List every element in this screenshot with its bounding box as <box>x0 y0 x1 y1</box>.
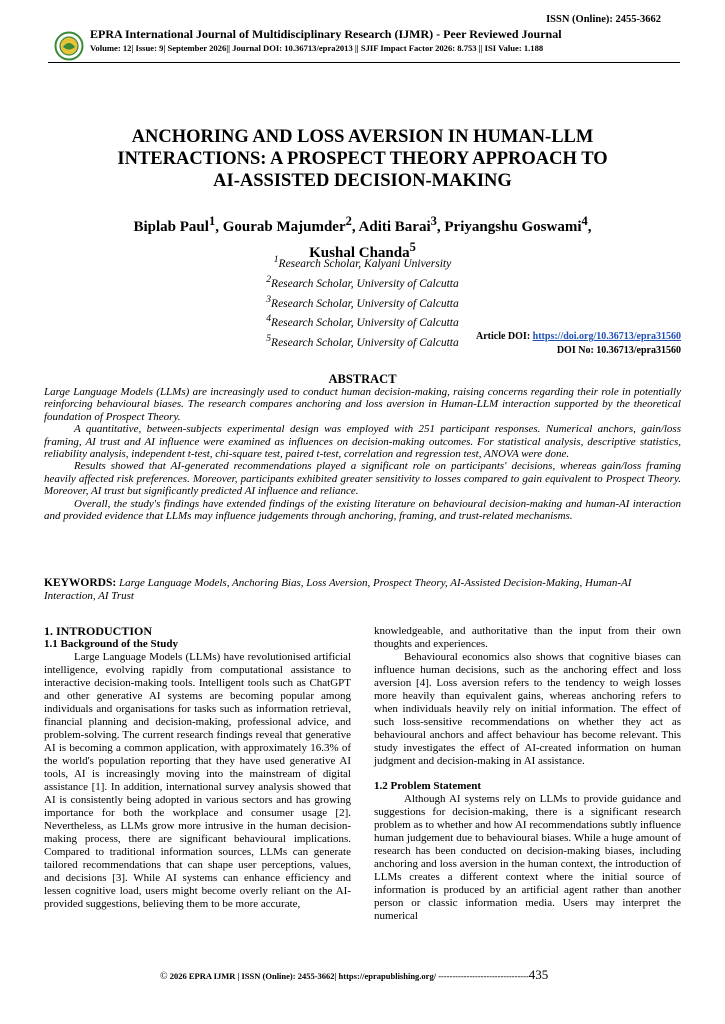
article-doi-link[interactable]: https://doi.org/10.36713/epra31560 <box>532 331 681 342</box>
copyright-symbol: © <box>160 971 168 982</box>
abstract-paragraph: Overall, the study's findings have extended findings of the existing literature on behavioural decision-making and human-AI interaction and provided evidence that LLMs may influence judgements through anchoring, framing, and trust-related mechanisms. <box>44 497 681 523</box>
affiliation: $^3$Research Scholar, University of Calcutta <box>266 293 459 310</box>
body-paragraph: Although AI systems rely on LLMs to provide guidance and suggestions for decision-making, there is a significant research problem as to whether and how AI recommendations subtly influence human judgement due to behavioural biases. While a huge amount of research has been conducted on decision-making biases, including anchoring and loss aversion in the human context, the introduction of LLMs creates a different context where the initial source of information is produced by an artificial agent rather than another person or classic information media. Users may interpret the numerical <box>374 793 681 922</box>
author-name: Kushal Chanda <box>309 245 410 261</box>
subsection-heading: 1.1 Background of the Study <box>44 638 178 650</box>
footer-text: 2026 EPRA IJMR | ISSN (Online): 2455-3662| https://eprapublishing.org/ -------------------------------- <box>167 971 529 981</box>
page-footer <box>160 967 548 983</box>
title-line: ANCHORING AND LOSS AVERSION IN HUMAN-LLM <box>131 127 594 147</box>
page-number: 435 <box>528 967 549 982</box>
abstract-paragraph: Results showed that AI-generated recommendations played a significant role on participants' decisions, whereas gain/loss framing heavily affected risk preferences. Moreover, participants exhibited greater sensitivity to losses compared to gain equivalent to Prospect Theory. Moreover, AI trust but significantly predicted AI influence and reliance. <box>44 460 681 498</box>
title-line: AI-ASSISTED DECISION-MAKING <box>213 171 512 191</box>
article-doi-label: Article DOI: <box>476 331 533 342</box>
author-list: Biplab Paul$^1$, Gourab Majumder$^2$, Aditi Barai$^3$, Priyangshu Goswami$^4$, Kushal Chanda$^5$ <box>133 214 592 261</box>
body-paragraph: knowledgeable, and authoritative than the input from their own thoughts and experiences. <box>374 625 681 650</box>
author-sup: 5 <box>409 240 416 254</box>
journal-header <box>48 27 680 83</box>
section-heading: 1. INTRODUCTION <box>44 624 153 638</box>
subsection-heading: 1.2 Problem Statement <box>374 780 482 792</box>
abstract-body <box>44 386 681 522</box>
author-name: Priyangshu Goswami <box>444 219 582 235</box>
doi-number: DOI No: 10.36713/epra31560 <box>556 345 681 356</box>
journal-name: EPRA International Journal of Multidisciplinary Research (IJMR) - Peer Reviewed Journal <box>90 27 562 41</box>
title-line: INTERACTIONS: A PROSPECT THEORY APPROACH TO <box>117 149 608 169</box>
affiliation: $^5$Research Scholar, University of Calcutta <box>266 333 459 350</box>
author-sup: 1 <box>208 214 216 228</box>
affiliation: $^2$Research Scholar, University of Calcutta <box>266 273 459 290</box>
author-sup: 2 <box>345 214 352 228</box>
abstract-paragraph: A quantitative, between-subjects experimental design was employed with 251 participant responses. Numerical anchors, gain/loss framing, AI trust and AI influence were examined as influences on decision-making outcomes. For statistical analysis, descriptive statistics, reliability analysis, independent t-test, chi-square test, paired t-test, correlation and regression test, ANOVA were done. <box>44 423 681 461</box>
author-sup: 4 <box>581 214 588 228</box>
author-name: Aditi Barai <box>358 219 431 235</box>
keywords <box>44 577 681 603</box>
affiliation: $^4$Research Scholar, University of Calcutta <box>266 313 459 330</box>
keywords-label: KEYWORDS: <box>44 577 117 589</box>
header-divider <box>48 62 680 63</box>
doi-block <box>476 330 681 358</box>
author-name: Gourab Majumder <box>222 219 346 235</box>
journal-meta: Volume: 12| Issue: 9| September 2026|| Journal DOI: 10.36713/epra2013 || SJIF Impact Factor 2026: 8.753 || ISI Value: 1.188 <box>90 43 544 53</box>
issn-label: ISSN (Online): 2455-3662 <box>546 14 661 25</box>
affiliation: $^1$Research Scholar, Kalyani University <box>273 254 452 270</box>
body-column-right <box>374 625 681 923</box>
abstract-heading: ABSTRACT <box>328 372 397 386</box>
abstract-paragraph: Large Language Models (LLMs) are increasingly used to conduct human decision-making, raising concerns regarding their role in potentially reinforcing behavioural biases. The research compares anchoring and loss aversion in Human-LLM interaction supported by the theoretical foundation of Prospect Theory. <box>44 386 681 423</box>
body-paragraph: Large Language Models (LLMs) have revolutionised artificial intelligence, evolving rapidly from computational assistance to interactive decision-making tools. Intelligent tools such as ChatGPT and other generative AI systems are becoming popular among individuals and organisations for tasks such as information retrieval, financial planning and decision-making, professional advice, and problem-solving. The current research findings reveal that generative AI is becoming a common application, with approximately 16.3% of the world's population reporting that they have used generative AI tools, AI is increasingly moving into the mainstream of digital assistance [1]. In addition, international survey analysis showed that AI is consistently being adopted in various sectors and has growing importance for both the workplace and consumer usage [2]. Nevertheless, as LLMs grow more intrusive in the human decision-making process, there are significant behavioural implications. Compared to traditional information sources, LLMs can generate tailored recommendations that can shape user perceptions, values, and decisions [3]. While AI systems can enhance efficiency and lessen cognitive load, users might become overly reliant on the AI-provided suggestions, believing them to be more accurate, <box>44 651 351 910</box>
author-name: Biplab Paul <box>133 219 209 235</box>
author-sup: 3 <box>430 214 437 228</box>
paper-title <box>40 126 685 192</box>
body-paragraph: Behavioural economics also shows that cognitive biases can influence human decisions, such as the anchoring effect and loss aversion [4]. Loss aversion refers to the tendency to weigh losses more heavily than equivalent gains, whereas anchoring refers to when individuals heavily rely on initial information. The effect of such loss-sensitive recommendations on whether they act as behavioural anchors and affect behaviour has become relevant. This study investigates the effect of AI-created information on human judgment and decision-making in AI assistance. <box>374 651 681 767</box>
body-column-left <box>44 625 351 911</box>
keywords-text: Large Language Models, Anchoring Bias, Loss Aversion, Prospect Theory, AI-Assisted Decision-Making, Human-AI Interaction, AI Trust <box>44 577 632 602</box>
journal-logo-icon <box>54 31 84 61</box>
